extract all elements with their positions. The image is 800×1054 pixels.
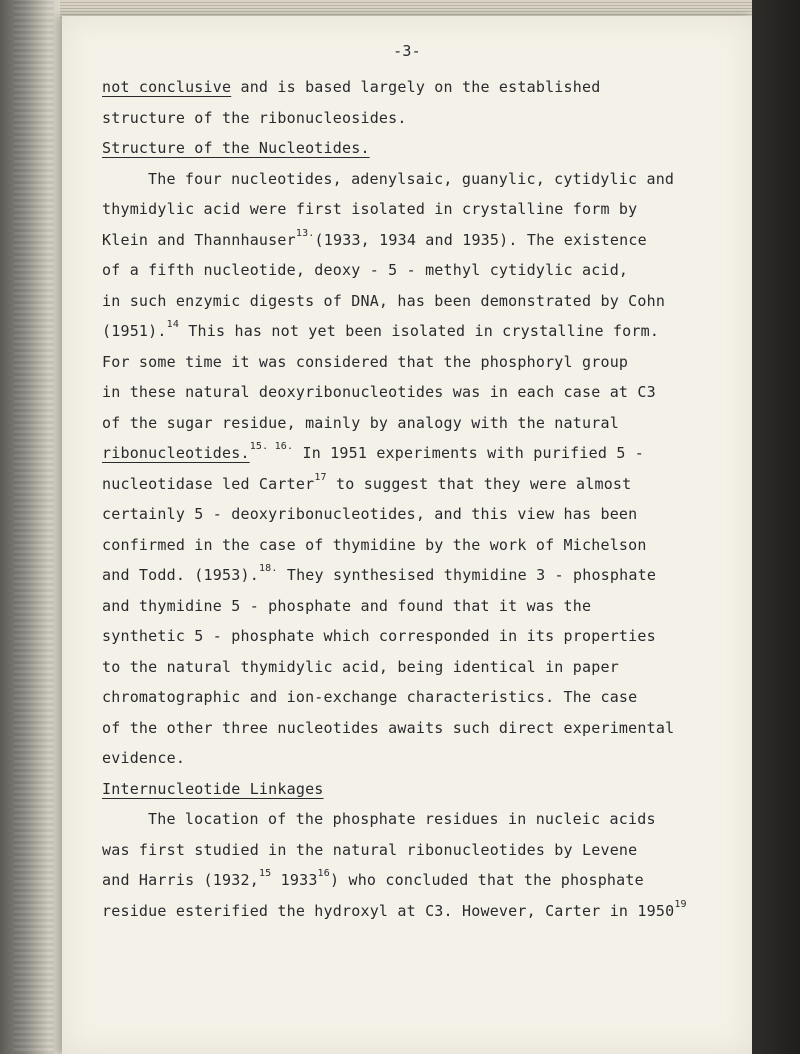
- line-text: synthetic 5 - phosphate which corresponded in its properties: [102, 627, 656, 645]
- text-line: [102, 347, 742, 378]
- line-text: (1951).: [102, 322, 167, 340]
- line-text: in such enzymic digests of DNA, has been demonstrated by Cohn: [102, 291, 666, 310]
- text-line: [102, 408, 742, 439]
- text-line: [102, 469, 742, 500]
- line-text: thymidylic acid were first isolated in crystalline form by: [102, 200, 638, 218]
- underlined-text: not conclusive: [102, 78, 232, 96]
- line-text: chromatographic and ion-exchange characteristics. The case: [102, 688, 638, 706]
- book-binding-edge: [0, 0, 70, 1054]
- superscript-ref: 15. 16.: [249, 441, 294, 452]
- page-text: [102, 42, 742, 926]
- underlined-text: Internucleotide Linkages: [102, 779, 324, 798]
- line-text: was first studied in the natural ribonucleotides by Levene: [102, 840, 638, 859]
- page-number: -3-: [393, 42, 421, 60]
- line-text: structure of the ribonucleosides.: [102, 108, 407, 127]
- line-text: nucleotidase led Carter: [102, 474, 315, 493]
- text-line: [102, 255, 742, 286]
- line-text: of the sugar residue, mainly by analogy with the natural: [102, 413, 619, 432]
- text-line: [102, 438, 742, 469]
- line-text: (1933, 1934 and 1935). The existence: [314, 230, 647, 249]
- line-text: and is based largely on the established: [231, 78, 601, 96]
- text-line: [102, 194, 742, 225]
- line-text: certainly 5 - deoxyribonucleotides, and this view has been: [102, 505, 638, 523]
- text-line: [102, 774, 742, 805]
- line-text: of the other three nucleotides awaits such direct experimental: [102, 718, 675, 737]
- line-text: to suggest that they were almost: [326, 474, 632, 493]
- binding-ridge: [14, 0, 54, 1054]
- superscript-ref: 16: [317, 868, 330, 879]
- underlined-text: ribonucleotides.: [102, 444, 250, 462]
- line-text: in these natural deoxyribonucleotides was in each case at C3: [102, 383, 656, 401]
- background-right: [752, 0, 800, 1054]
- line-text: For some time it was considered that the phosphoryl group: [102, 352, 629, 371]
- line-text: Klein and Thannhauser: [102, 230, 296, 249]
- text-line: [102, 896, 742, 927]
- text-line: [102, 133, 742, 164]
- line-text: This has not yet been isolated in crystalline form.: [179, 322, 660, 340]
- text-line: [102, 713, 742, 744]
- line-text: evidence.: [102, 749, 186, 767]
- text-line: [102, 743, 742, 774]
- superscript-ref: 13.: [295, 227, 315, 239]
- line-text: 1933: [271, 871, 318, 889]
- text-line: [102, 530, 742, 561]
- text-line: [102, 499, 742, 530]
- line-text: of a fifth nucleotide, deoxy - 5 - methyl cytidylic acid,: [102, 261, 629, 279]
- text-line: [102, 621, 742, 652]
- line-text: to the natural thymidylic acid, being identical in paper: [102, 657, 619, 676]
- superscript-ref: 15: [258, 868, 272, 879]
- document-page: [62, 16, 752, 1054]
- superscript-ref: 14: [166, 319, 180, 330]
- line-text: residue esterified the hydroxyl at C3. However, Carter in 1950: [102, 901, 675, 920]
- text-line: [102, 804, 742, 835]
- text-line: [102, 225, 742, 256]
- text-line: [102, 652, 742, 683]
- line-text: In 1951 experiments with purified 5 -: [293, 444, 645, 462]
- text-line: [102, 835, 742, 866]
- text-lines: [102, 72, 742, 926]
- text-line: [102, 164, 742, 195]
- text-line: [102, 682, 742, 713]
- text-line: [102, 591, 742, 622]
- line-text: They synthesised thymidine 3 - phosphate: [277, 566, 657, 584]
- line-text: confirmed in the case of thymidine by the work of Michelson: [102, 535, 647, 554]
- text-line: [102, 316, 742, 347]
- text-line: [102, 103, 742, 134]
- superscript-ref: 18.: [258, 563, 278, 574]
- line-text: and Harris (1932,: [102, 871, 259, 889]
- text-line: [102, 286, 742, 317]
- line-text: and Todd. (1953).: [102, 566, 259, 584]
- line-text: and thymidine 5 - phosphate and found that it was the: [102, 596, 592, 615]
- line-text: ) who concluded that the phosphate: [330, 871, 644, 889]
- text-line: [102, 560, 742, 591]
- underlined-text: Structure of the Nucleotides.: [102, 139, 370, 157]
- text-line: [102, 865, 742, 896]
- superscript-ref: 19: [674, 898, 687, 910]
- text-line: [102, 72, 742, 103]
- superscript-ref: 17: [314, 471, 327, 483]
- line-text: The four nucleotides, adenylsaic, guanylic, cytidylic and: [148, 169, 675, 188]
- text-line: [102, 377, 742, 408]
- line-text: The location of the phosphate residues in nucleic acids: [148, 810, 656, 828]
